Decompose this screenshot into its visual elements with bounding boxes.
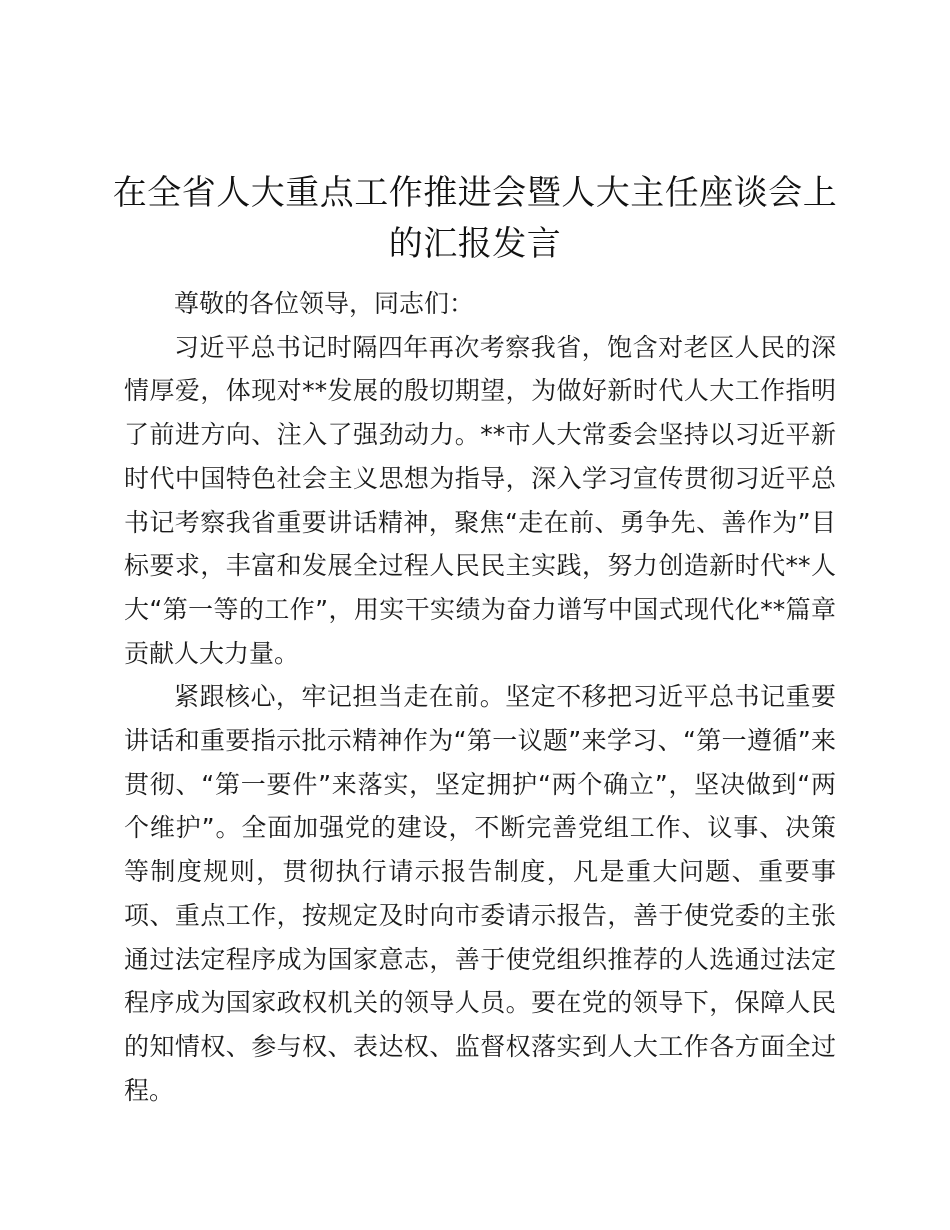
paragraph: 紧跟核心，牢记担当走在前。坚定不移把习近平总书记重要讲话和重要指示批示精神作为“第一议题”来学习、“第一遵循”来贯彻、“第一要件”来落实，坚定拥护“两个确立”，坚决做到“两个维护”。全面加强党的建设，不断完善党组工作、议事、决策等制度规则，贯彻执行请示报告制度，凡是重大问题、重要事项、重点工作，按规定及时向市委请示报告，善于使党委的主张通过法定程序成为国家意志，善于使党组织推荐的人选通过法定程序成为国家政权机关的领导人员。要在党的领导下，保障人民的知情权、参与权、表达权、监督权落实到人大工作各方面全过程。 xyxy=(124,682,836,1105)
document-title: 在全省人大重点工作推进会暨人大主任座谈会上的汇报发言 xyxy=(112,173,838,264)
paragraph: 习近平总书记时隔四年再次考察我省，饱含对老区人民的深情厚爱，体现对**发展的殷切期望，为做好新时代人大工作指明了前进方向、注入了强劲动力。**市人大常委会坚持以习近平新时代中国特色社会主义思想为指导，深入学习宣传贯彻习近平总书记考察我省重要讲话精神，聚焦“走在前、勇争先、善作为”目标要求，丰富和发展全过程人民民主实践，努力创造新时代**人大“第一等的工作”，用实干实绩为奋力谱写中国式现代化**篇章贡献人大力量。 xyxy=(124,332,836,668)
document-body xyxy=(124,282,836,1112)
salutation: 尊敬的各位领导，同志们： xyxy=(174,289,475,318)
